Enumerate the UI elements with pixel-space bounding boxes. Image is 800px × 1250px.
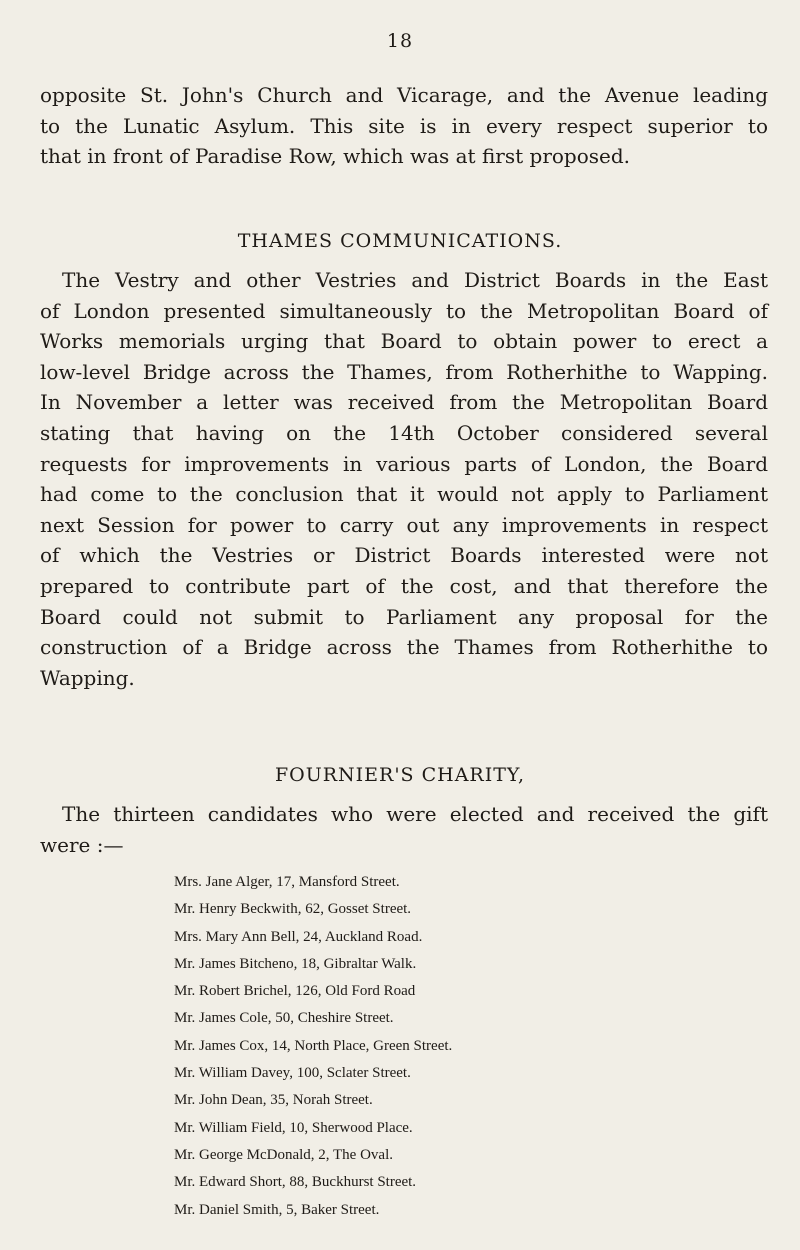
list-item: Mr. Edward Short, 88, Buckhurst Street. [174, 1174, 417, 1191]
paragraph-line: of which the Vestries or District Boards interested were not [40, 543, 768, 568]
paragraph-line: had come to the conclusion that it would not apply to Parliament [40, 482, 768, 507]
paragraph-line: The Vestry and other Vestries and District Boards in the East [62, 268, 768, 292]
candidate-list [174, 869, 774, 1224]
paragraph-line: In November a letter was received from the Metropolitan Board [40, 390, 768, 415]
fournier-paragraph [40, 799, 768, 860]
paragraph-line: Board could not submit to Parliament any proposal for the [40, 604, 768, 629]
paragraph-line: construction of a Bridge across the Thames from Rotherhithe to [40, 635, 768, 660]
paragraph-line: stating that having on the 14th October considered several [40, 420, 768, 445]
paragraph-line: next Session for power to carry out any improvements in respect [40, 512, 768, 537]
fournier-heading: FOURNIER'S CHARITY, [274, 764, 526, 786]
list-item: Mr. John Dean, 35, Norah Street. [174, 1092, 373, 1109]
paragraph-line: Wapping. [40, 665, 135, 690]
paragraph-line: prepared to contribute part of the cost, and that therefore the [40, 573, 768, 598]
paragraph-line: Works memorials urging that Board to obtain power to erect a [40, 329, 768, 354]
list-item: Mr. James Bitcheno, 18, Gibraltar Walk. [174, 955, 417, 972]
list-item: Mr. Daniel Smith, 5, Baker Street. [174, 1201, 380, 1218]
list-item: Mr. George McDonald, 2, The Oval. [174, 1146, 393, 1163]
list-item: Mr. William Field, 10, Sherwood Place. [174, 1119, 413, 1136]
paragraph-line: to the Lunatic Asylum. This site is in every respect superior to [40, 113, 768, 138]
intro-paragraph [40, 80, 768, 172]
paragraph-line: The thirteen candidates who were elected and received the gift [62, 802, 768, 826]
paragraph-line: of London presented simultaneously to the Metropolitan Board of [40, 298, 768, 323]
list-item: Mr. James Cox, 14, North Place, Green Street. [174, 1037, 453, 1054]
list-item: Mrs. Mary Ann Bell, 24, Auckland Road. [174, 928, 423, 945]
paragraph-line: opposite St. John's Church and Vicarage, and the Avenue leading [40, 83, 768, 107]
list-item: Mr. Henry Beckwith, 62, Gosset Street. [174, 901, 412, 918]
thames-paragraph [40, 265, 768, 693]
paragraph-line: low-level Bridge across the Thames, from Rotherhithe to Wapping. [40, 359, 768, 384]
page-number: 18 [386, 30, 414, 52]
list-item: Mr. James Cole, 50, Cheshire Street. [174, 1010, 394, 1027]
thames-heading: THAMES COMMUNICATIONS. [237, 230, 563, 252]
paragraph-line: that in front of Paradise Row, which was at first proposed. [40, 144, 631, 169]
paragraph-line: requests for improvements in various parts of London, the Board [40, 451, 768, 476]
list-item: Mr. William Davey, 100, Sclater Street. [174, 1065, 411, 1082]
list-item: Mrs. Jane Alger, 17, Mansford Street. [174, 874, 400, 890]
list-item: Mr. Robert Brichel, 126, Old Ford Road [174, 983, 416, 1000]
paragraph-line: were :— [40, 832, 124, 857]
